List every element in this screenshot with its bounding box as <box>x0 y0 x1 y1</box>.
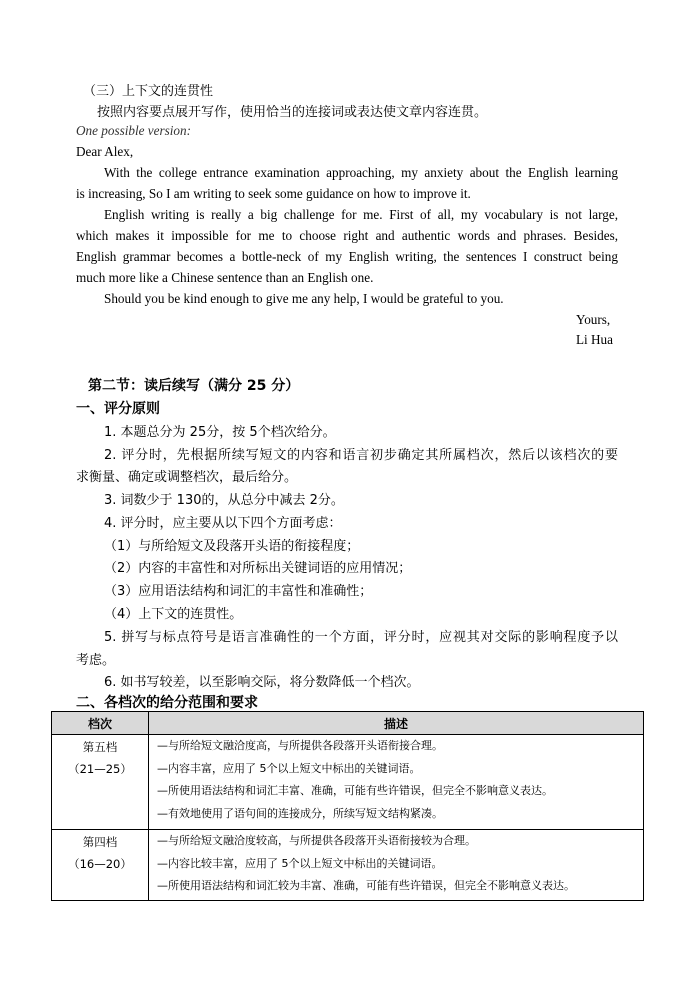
sample-label: One possible version: <box>76 123 192 138</box>
description-cell <box>149 735 644 830</box>
rule-item: 1. 本题总分为 25分，按 5个档次给分。 <box>104 425 336 440</box>
ranges-heading: 二、各档次的给分范围和要求 <box>76 695 258 711</box>
description-item: —有效地使用了语句间的连接成分，所续写短文结构紧凑。 <box>157 806 443 820</box>
letter-line: which makes it impossible for me to choose right and authentic words and phrases. Besides, <box>76 228 618 243</box>
letter-signature: Li Hua <box>576 332 613 347</box>
level-range: （16—20） <box>68 857 132 871</box>
rule-item: 2. 评分时，先根据所续写短文的内容和语言初步确定其所属档次，然后以该档次的要 <box>104 448 618 463</box>
rule-item: （4）上下文的连贯性。 <box>104 607 243 622</box>
rule-item: 5. 拼写与标点符号是语言准确性的一个方面，评分时，应视其对交际的影响程度予以 <box>104 630 618 645</box>
section-heading: （三）上下文的连贯性 <box>83 84 214 99</box>
level-name: 第四档 <box>82 835 118 849</box>
level-cell <box>52 830 149 901</box>
header-description: 描述 <box>149 712 644 735</box>
letter-line: English writing is really a big challenge for me. First of all, my vocabulary is not large, <box>104 207 618 222</box>
principles-heading: 一、评分原则 <box>76 401 160 417</box>
rule-item: （3）应用语法结构和词汇的丰富性和准确性； <box>104 584 373 599</box>
description-item: —内容比较丰富，应用了 5个以上短文中标出的关键词语。 <box>157 856 443 870</box>
rule-item: 考虑。 <box>76 653 116 668</box>
letter-line: English grammar becomes a bottle-neck of my English writing, the sentences I construct being <box>76 249 618 264</box>
letter-line: is increasing, So I am writing to seek some guidance on how to improve it. <box>76 186 471 201</box>
rule-item: （1）与所给短文及段落开头语的衔接程度； <box>104 539 360 554</box>
table-header-row <box>52 712 644 735</box>
rule-item: 6. 如书写较差，以至影响交际，将分数降低一个档次。 <box>104 675 420 690</box>
description-item: —所使用语法结构和词汇丰富、准确，可能有些许错误，但完全不影响意义表达。 <box>157 784 553 797</box>
letter-line: With the college entrance examination approaching, my anxiety about the English learning <box>104 165 618 180</box>
description-item: —与所给短文融洽度高，与所提供各段落开头语衔接合理。 <box>157 739 443 752</box>
rule-item: （2）内容的丰富性和对所标出关键词语的应用情况； <box>104 561 412 576</box>
table-row <box>52 735 644 830</box>
level-cell <box>52 735 149 830</box>
letter-greeting: Dear Alex, <box>76 144 134 159</box>
rule-item: 求衡量、确定或调整档次，最后给分。 <box>76 470 298 485</box>
rule-item: 4. 评分时，应主要从以下四个方面考虑： <box>104 516 342 531</box>
description-cell <box>149 830 644 901</box>
letter-line: Should you be kind enough to give me any help, I would be grateful to you. <box>104 291 504 306</box>
header-level: 档次 <box>52 712 149 735</box>
part-title: 第二节：读后续写（满分 25 分） <box>88 378 300 394</box>
level-name: 第五档 <box>82 740 118 754</box>
level-range: （21—25） <box>68 762 132 776</box>
letter-closing: Yours, <box>576 312 611 327</box>
scoring-table <box>51 711 644 901</box>
section-instruction: 按照内容要点展开写作，使用恰当的连接词或表达使文章内容连贯。 <box>97 105 488 120</box>
letter-line: much more like a Chinese sentence than an English one. <box>76 270 374 285</box>
description-item: —内容丰富，应用了 5个以上短文中标出的关键词语。 <box>157 761 421 775</box>
rule-item: 3. 词数少于 130的，从总分中减去 2分。 <box>104 493 344 508</box>
description-item: —所使用语法结构和词汇较为丰富、准确，可能有些许错误，但完全不影响意义表达。 <box>157 879 575 892</box>
table-row <box>52 830 644 901</box>
description-item: —与所给短文融洽度较高，与所提供各段落开头语衔接较为合理。 <box>157 834 476 847</box>
